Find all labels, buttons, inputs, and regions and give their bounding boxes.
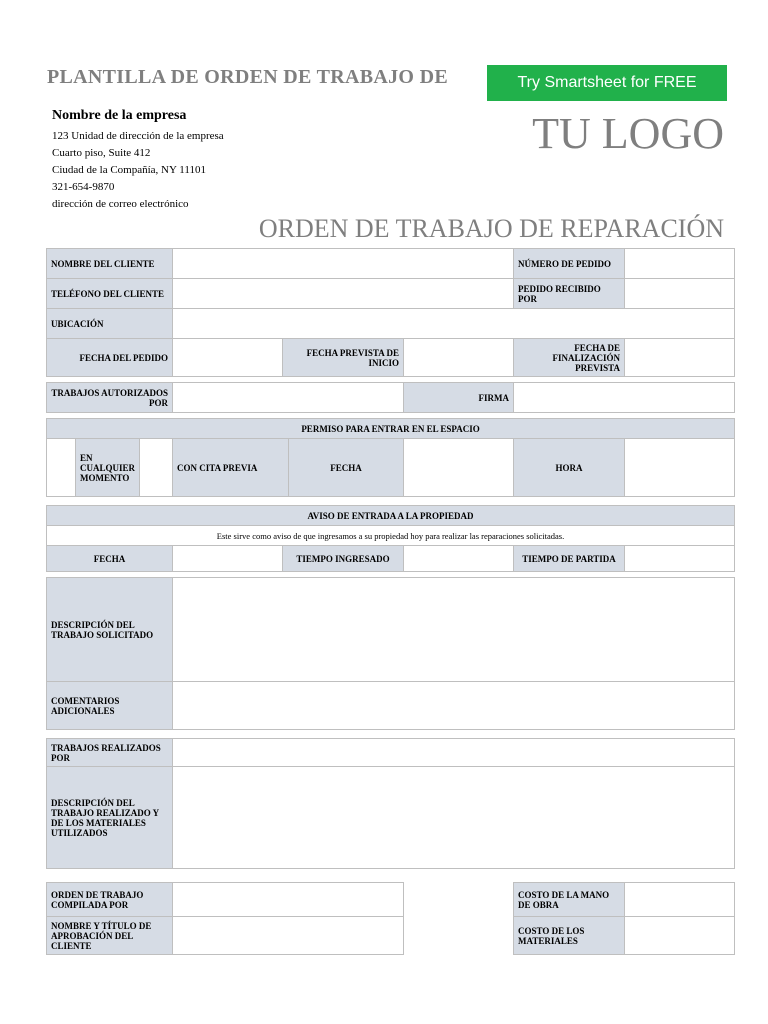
order-date-field[interactable] — [173, 339, 283, 377]
anytime-checkbox[interactable] — [47, 439, 76, 497]
comments-field[interactable] — [173, 682, 735, 730]
signature-field[interactable] — [514, 383, 735, 413]
client-approval-label: NOMBRE Y TÍTULO DE APROBACIÓN DEL CLIENTE — [47, 917, 173, 955]
entry-notice-table — [46, 505, 735, 572]
compiled-by-field[interactable] — [173, 883, 404, 917]
requested-work-field[interactable] — [173, 578, 735, 682]
time-out-field[interactable] — [625, 546, 735, 572]
received-by-label: PEDIDO RECIBIDO POR — [514, 279, 625, 309]
planned-end-field[interactable] — [625, 339, 735, 377]
time-in-field[interactable] — [404, 546, 514, 572]
notice-date-field[interactable] — [173, 546, 283, 572]
planned-end-label: FECHA DE FINALIZACIÓN PREVISTA — [514, 339, 625, 377]
permission-time-field[interactable] — [625, 439, 735, 497]
order-number-label: NÚMERO DE PEDIDO — [514, 249, 625, 279]
permission-date-label: FECHA — [289, 439, 404, 497]
description-table — [46, 577, 735, 730]
time-out-label: TIEMPO DE PARTIDA — [514, 546, 625, 572]
company-email: dirección de correo electrónico — [52, 198, 189, 210]
permission-table — [46, 418, 735, 497]
labor-cost-label: COSTO DE LA MANO DE OBRA — [514, 883, 625, 917]
template-title: PLANTILLA DE ORDEN DE TRABAJO DE — [47, 66, 448, 88]
client-phone-label: TELÉFONO DEL CLIENTE — [47, 279, 173, 309]
form-title: ORDEN DE TRABAJO DE REPARACIÓN — [258, 214, 724, 243]
appointment-label: CON CITA PREVIA — [173, 439, 289, 497]
location-field[interactable] — [173, 309, 735, 339]
authorization-table — [46, 382, 735, 413]
client-name-field[interactable] — [173, 249, 514, 279]
compiled-by-table — [46, 882, 404, 955]
performed-description-label: DESCRIPCIÓN DEL TRABAJO REALIZADO Y DE LOS MATERIALES UTILIZADOS — [47, 767, 173, 869]
planned-start-label: FECHA PREVISTA DE INICIO — [283, 339, 404, 377]
order-date-label: FECHA DEL PEDIDO — [47, 339, 173, 377]
appointment-checkbox[interactable] — [140, 439, 173, 497]
requested-work-label: DESCRIPCIÓN DEL TRABAJO SOLICITADO — [47, 578, 173, 682]
materials-cost-label: COSTO DE LOS MATERIALES — [514, 917, 625, 955]
notice-date-label: FECHA — [47, 546, 173, 572]
company-address-1: 123 Unidad de dirección de la empresa — [52, 130, 224, 142]
client-name-label: NOMBRE DEL CLIENTE — [47, 249, 173, 279]
compiled-by-label: ORDEN DE TRABAJO COMPILADA POR — [47, 883, 173, 917]
company-address-2: Cuarto piso, Suite 412 — [52, 147, 151, 159]
planned-start-field[interactable] — [404, 339, 514, 377]
permission-header: PERMISO PARA ENTRAR EN EL ESPACIO — [47, 419, 735, 439]
try-smartsheet-button[interactable]: Try Smartsheet for FREE — [487, 65, 727, 101]
client-phone-field[interactable] — [173, 279, 514, 309]
labor-cost-field[interactable] — [625, 883, 735, 917]
authorized-by-label: TRABAJOS AUTORIZADOS POR — [47, 383, 173, 413]
company-phone: 321-654-9870 — [52, 181, 115, 193]
permission-time-label: HORA — [514, 439, 625, 497]
company-name: Nombre de la empresa — [52, 108, 187, 123]
location-label: UBICACIÓN — [47, 309, 173, 339]
costs-table — [513, 882, 735, 955]
performed-by-label: TRABAJOS REALIZADOS POR — [47, 739, 173, 767]
notice-text: Este sirve como aviso de que ingresamos a su propiedad hoy para realizar las reparaciones solicitadas. — [47, 526, 735, 546]
anytime-label: EN CUALQUIER MOMENTO — [76, 439, 140, 497]
performed-description-field[interactable] — [173, 767, 735, 869]
comments-label: COMENTARIOS ADICIONALES — [47, 682, 173, 730]
permission-date-field[interactable] — [404, 439, 514, 497]
received-by-field[interactable] — [625, 279, 735, 309]
client-approval-field[interactable] — [173, 917, 404, 955]
authorized-by-field[interactable] — [173, 383, 404, 413]
materials-cost-field[interactable] — [625, 917, 735, 955]
signature-label: FIRMA — [404, 383, 514, 413]
performed-table — [46, 738, 735, 869]
performed-by-field[interactable] — [173, 739, 735, 767]
logo-placeholder: TU LOGO — [532, 109, 724, 158]
company-address-3: Ciudad de la Compañía, NY 11101 — [52, 164, 206, 176]
time-in-label: TIEMPO INGRESADO — [283, 546, 404, 572]
order-number-field[interactable] — [625, 249, 735, 279]
client-info-table — [46, 248, 735, 377]
notice-header: AVISO DE ENTRADA A LA PROPIEDAD — [47, 506, 735, 526]
